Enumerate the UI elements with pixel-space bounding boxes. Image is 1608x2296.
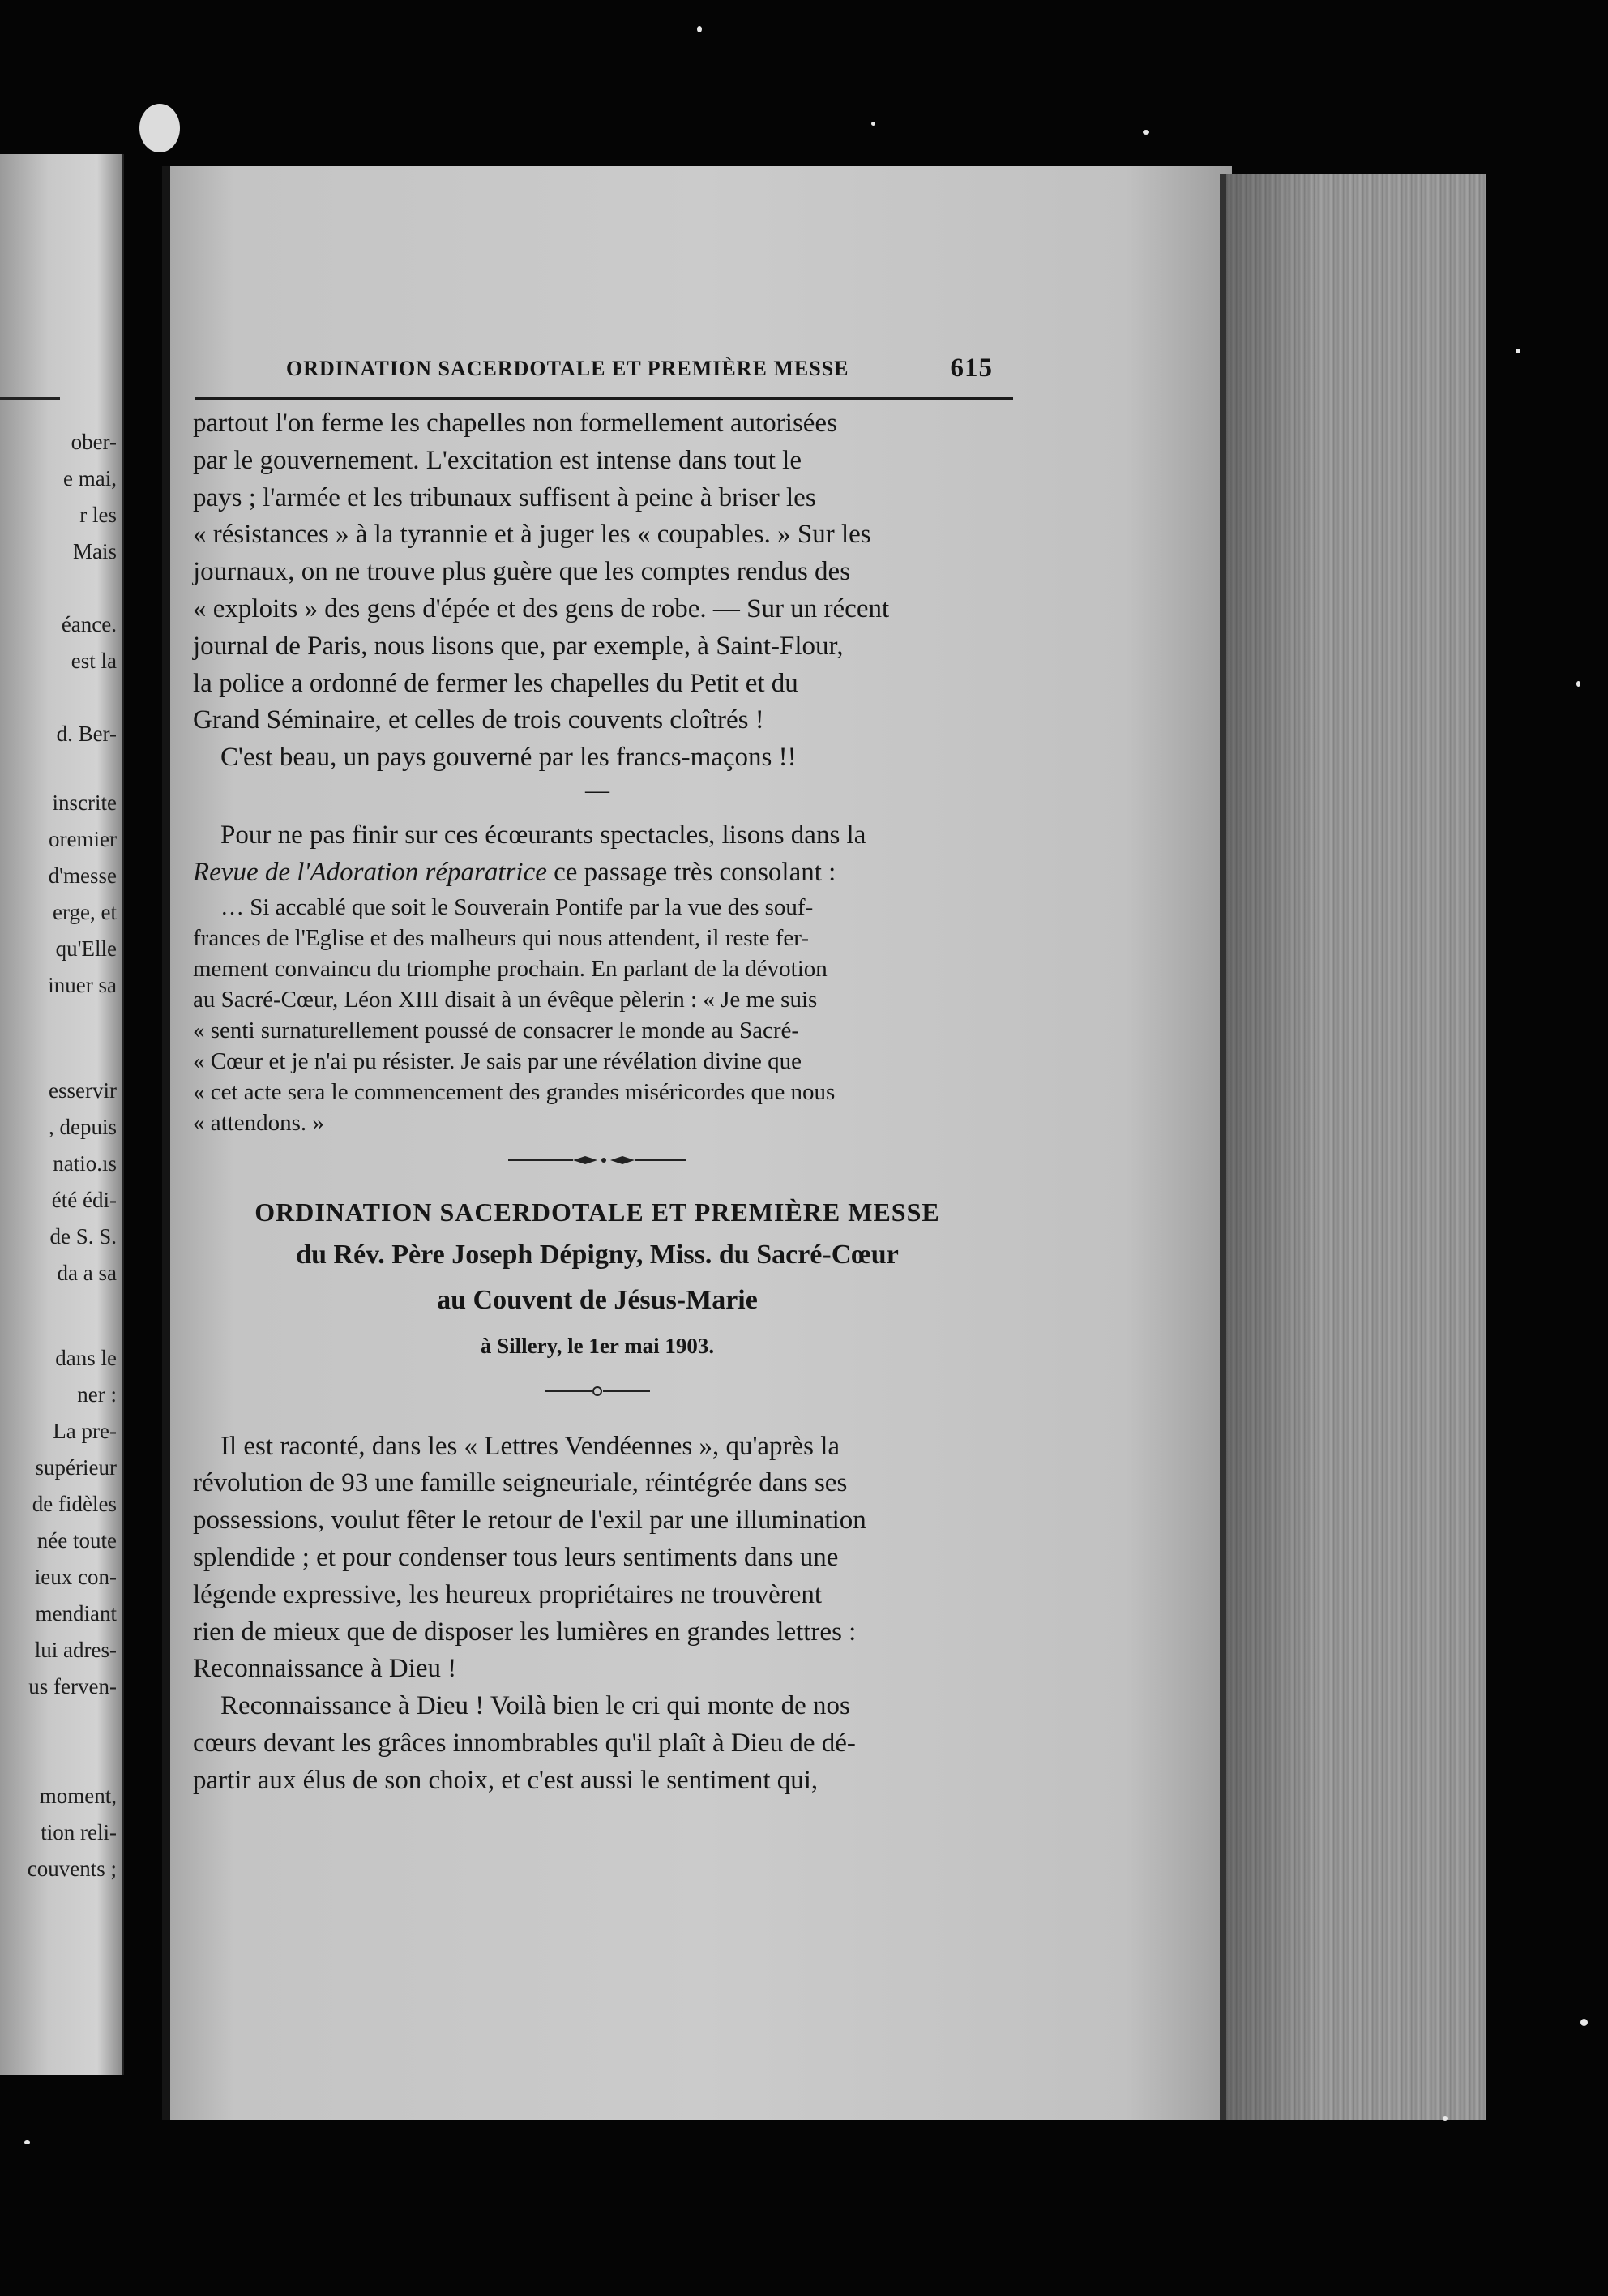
left-page-fragment: dans le: [55, 1346, 117, 1370]
text-run: ce passage très consolant :: [546, 857, 836, 887]
text-line: révolution de 93 une famille seigneuriale, réintégrée dans ses: [193, 1468, 848, 1498]
section-dash: —: [585, 776, 609, 803]
text-line: Pour ne pas finir sur ces écœurants spectacles, lisons dans la: [220, 820, 866, 850]
left-page-fragment: us ferven-: [28, 1674, 117, 1698]
article-location: au Couvent de Jésus-Marie: [437, 1284, 758, 1315]
left-page-fragment: r les: [79, 503, 117, 527]
quote-line: au Sacré-Cœur, Léon XIII disait à un évêque pèlerin : « Je me suis: [193, 986, 818, 1013]
text-line: rien de mieux que de disposer les lumières en grandes lettres :: [193, 1617, 857, 1647]
left-page-fragment: mendiant: [35, 1601, 117, 1626]
quote-line: mement convaincu du triomphe prochain. En parlant de la dévotion: [193, 955, 828, 982]
small-divider: [193, 1378, 1002, 1401]
left-page-fragment: supérieur: [35, 1455, 117, 1480]
left-page-fragment: oremier: [49, 827, 117, 851]
text-line: Grand Séminaire, et celles de trois couvents cloîtrés !: [193, 705, 764, 735]
article-subtitle: du Rév. Père Joseph Dépigny, Miss. du Sacré-Cœur: [296, 1239, 899, 1270]
left-page-header-rule: [0, 397, 60, 400]
running-title: ORDINATION SACERDOTALE ET PREMIÈRE MESSE: [286, 357, 849, 380]
left-page-fragment: inscrite: [52, 790, 117, 815]
text-line: possessions, voulut fêter le retour de l'exil par une illumination: [193, 1506, 866, 1536]
left-facing-page: [0, 154, 124, 2075]
text-line: cœurs devant les grâces innombrables qu'il plaît à Dieu de dé-: [193, 1728, 856, 1758]
left-page-fragment: esservir: [49, 1078, 117, 1103]
text-line: légende expressive, les heureux propriétaires ne trouvèrent: [193, 1579, 823, 1609]
left-page-fragment: tion reli-: [41, 1820, 117, 1844]
ornamental-divider: [193, 1148, 1002, 1172]
text-line: journal de Paris, nous lisons que, par exemple, à Saint-Flour,: [193, 631, 844, 661]
quote-line: « Cœur et je n'ai pu résister. Je sais par une révélation divine que: [193, 1047, 802, 1074]
header-rule: [195, 397, 1013, 400]
left-page-fragment: de fidèles: [32, 1492, 117, 1516]
text-line: Reconnaissance à Dieu !: [193, 1654, 457, 1684]
text-line: « exploits » des gens d'épée et des gens de robe. — Sur un récent: [193, 593, 890, 623]
left-page-fragment: ober-: [71, 430, 117, 454]
left-page-fragment: ner :: [77, 1382, 117, 1407]
quote-line: « senti surnaturellement poussé de consacrer le monde au Sacré-: [193, 1017, 800, 1043]
quote-line: … Si accablé que soit le Souverain Pontife par la vue des souf-: [220, 893, 814, 920]
left-page-fragment: éance.: [61, 612, 117, 636]
text-line: journaux, on ne trouve plus guère que les comptes rendus des: [193, 557, 851, 587]
left-page-fragment: couvents ;: [27, 1857, 117, 1881]
paragraph-5: [193, 1688, 1002, 1799]
left-page-fragment: de S. S.: [49, 1224, 117, 1249]
left-page-fragment: natio.ıs: [53, 1151, 117, 1176]
left-page-fragment: Mais: [73, 539, 117, 563]
left-page-fragment: d'messe: [48, 863, 117, 888]
running-header: [280, 353, 1009, 389]
quotation: [193, 892, 1002, 1138]
text-line: splendide ; et pour condenser tous leurs sentiments dans une: [193, 1542, 839, 1572]
text-line: Il est raconté, dans les « Lettres Vendéennes », qu'après la: [220, 1431, 840, 1461]
journal-title: Revue de l'Adoration réparatrice: [193, 857, 547, 887]
text-line: Reconnaissance à Dieu ! Voilà bien le cri qui monte de nos: [220, 1691, 850, 1721]
left-page-fragment: ieux con-: [34, 1565, 117, 1589]
quote-line: « cet acte sera le commencement des grandes miséricordes que nous: [193, 1078, 836, 1105]
quote-line: frances de l'Eglise et des malheurs qui nous attendent, il reste fer-: [193, 924, 809, 951]
fore-edge-shadow: [1220, 174, 1317, 2120]
text-line: partout l'on ferme les chapelles non formellement autorisées: [193, 409, 837, 438]
paragraph-2: C'est beau, un pays gouverné par les francs-maçons !!: [220, 743, 797, 773]
left-page-fragment: été édi-: [51, 1188, 117, 1212]
left-page-fragment: lui adres-: [34, 1638, 117, 1662]
text-line: « résistances » à la tyrannie et à juger les « coupables. » Sur les: [193, 520, 871, 550]
paragraph-4: [193, 1429, 1002, 1689]
left-page-fragment: est la: [71, 649, 117, 673]
left-page-fragment: née toute: [36, 1528, 117, 1553]
left-page-fragment: La pre-: [53, 1419, 117, 1443]
article-dateline: à Sillery, le 1er mai 1903.: [480, 1333, 715, 1358]
left-page-fragment: qu'Elle: [55, 936, 117, 961]
page-body: [193, 405, 1002, 1800]
text-line: la police a ordonné de fermer les chapelles du Petit et du: [193, 668, 798, 698]
text-line: [193, 855, 1002, 892]
text-line: partir aux élus de son choix, et c'est aussi le sentiment qui,: [193, 1765, 819, 1795]
quote-line: « attendons. »: [193, 1109, 324, 1136]
left-page-fragment: da a sa: [57, 1261, 117, 1285]
left-page-fragment: erge, et: [53, 900, 117, 924]
left-page-fragment: moment,: [39, 1784, 117, 1808]
left-page-fragment: , depuis: [49, 1115, 117, 1139]
left-page-fragment: e mai,: [63, 466, 117, 490]
text-line: pays ; l'armée et les tribunaux suffisent à peine à briser les: [193, 482, 816, 512]
paragraph-3: [193, 817, 1002, 892]
paragraph-1: [193, 405, 1002, 739]
left-page-fragment: inuer sa: [48, 973, 117, 997]
text-line: par le gouvernement. L'excitation est intense dans tout le: [193, 445, 802, 475]
left-page-fragment: d. Ber-: [56, 722, 117, 746]
page-number: 615: [950, 353, 993, 383]
scan-blemish: [139, 104, 180, 152]
article-title: ORDINATION SACERDOTALE ET PREMIÈRE MESSE: [254, 1197, 940, 1227]
